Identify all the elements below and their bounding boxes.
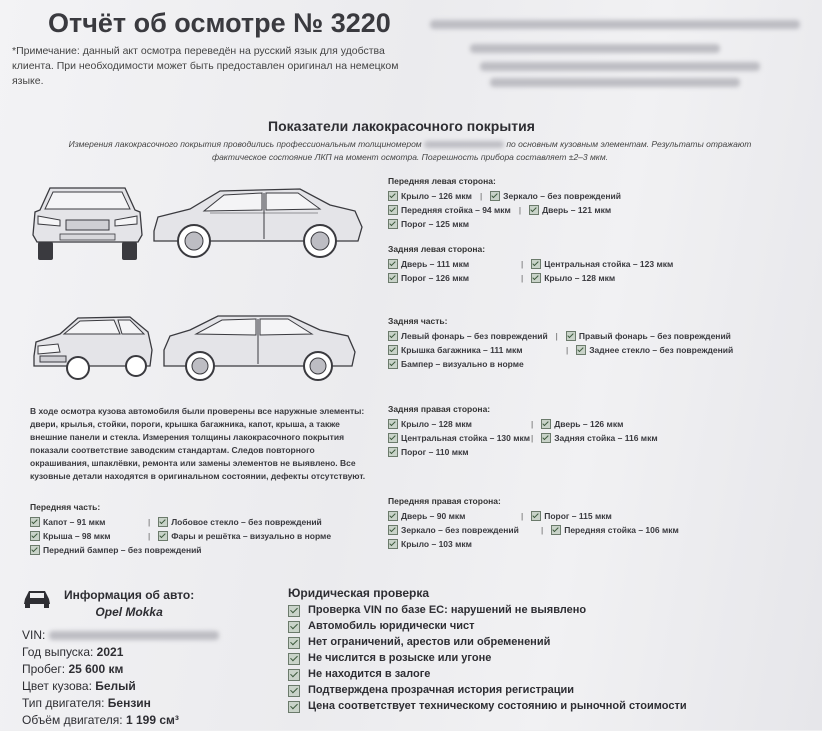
checkbox-checked-icon <box>531 273 541 283</box>
checkbox-checked-icon <box>388 539 398 549</box>
legal-check-block <box>288 586 687 716</box>
zone-item <box>388 539 472 549</box>
redacted-header-line <box>430 20 800 29</box>
car-icon <box>22 588 52 611</box>
legal-check-item-label: Подтверждена прозрачная история регистрации <box>308 684 575 696</box>
engine-volume-label: Объём двигателя: <box>22 713 123 727</box>
zone-item <box>388 273 513 283</box>
zone-item <box>30 517 140 527</box>
zone-row <box>388 331 733 341</box>
zone-item-label: Лобовое стекло – без повреждений <box>171 517 322 527</box>
zone-item-label: Заднее стекло – без повреждений <box>589 345 734 355</box>
zone-item-label: Крыло – 128 мкм <box>401 419 472 429</box>
zone-item-label: Порог – 125 мкм <box>401 219 470 229</box>
legal-check-item-label: Нет ограничений, арестов или обременений <box>308 636 551 648</box>
zone-title: Задняя правая сторона: <box>388 404 491 414</box>
checkbox-checked-icon <box>388 525 398 535</box>
zone-row <box>30 517 331 527</box>
zone-row <box>388 511 679 521</box>
checkbox-checked-icon <box>388 259 398 269</box>
zone-row <box>388 359 733 369</box>
zone-item <box>388 259 513 269</box>
checkbox-checked-icon <box>541 419 551 429</box>
zone-item-label: Дверь – 90 мкм <box>401 511 466 521</box>
paint-section-intro <box>50 138 770 164</box>
zone-row <box>388 345 733 355</box>
paint-section-title: Показатели лакокрасочного покрытия <box>268 118 535 134</box>
zone-row <box>388 539 679 549</box>
zone-title: Задняя часть: <box>388 316 448 326</box>
legal-check-item-label: Проверка VIN по базе ЕС: нарушений не выявлено <box>308 604 587 616</box>
zone-item-label: Бампер – визуально в норме <box>401 359 524 369</box>
zone-item-label: Крыло – 128 мкм <box>544 273 616 283</box>
zone-item <box>551 525 679 535</box>
checkbox-checked-icon <box>529 205 539 215</box>
zone-item <box>531 511 612 521</box>
zone-item <box>388 447 469 457</box>
zone-item-label: Порог – 115 мкм <box>544 511 612 521</box>
legal-check-item-label: Цена соответствует техническому состоянию и рыночной стоимости <box>308 700 687 712</box>
checkbox-checked-icon <box>288 637 300 649</box>
zone-front <box>30 502 331 559</box>
zone-row <box>388 205 621 215</box>
zone-item <box>30 545 202 555</box>
zone-rear <box>388 316 733 373</box>
zone-row <box>30 545 331 555</box>
zone-item-label: Порог – 126 мкм <box>401 273 470 283</box>
checkbox-checked-icon <box>388 447 398 457</box>
zone-item-label: Дверь – 111 мкм <box>401 259 470 269</box>
checkbox-checked-icon <box>388 419 398 429</box>
year-value: 2021 <box>96 645 124 659</box>
zone-item-label: Крышка багажника – 111 мкм <box>401 345 523 355</box>
zone-row <box>388 191 621 201</box>
vin-label: VIN: <box>22 628 46 642</box>
mileage-label: Пробег: <box>22 662 66 676</box>
zone-row <box>388 525 679 535</box>
zone-item <box>388 525 533 535</box>
zone-item <box>388 359 524 369</box>
car-info-header <box>22 588 219 619</box>
separator: | <box>521 511 524 521</box>
zone-item <box>388 205 511 215</box>
zone-item-label: Зеркало – без повреждений <box>401 525 519 535</box>
zone-item-label: Капот – 91 мкм <box>43 517 106 527</box>
legal-check-item <box>288 668 687 681</box>
checkbox-checked-icon <box>388 191 398 201</box>
car-left-side-diagram <box>150 183 365 263</box>
zone-row <box>388 259 673 269</box>
year-line <box>22 646 219 659</box>
zone-item-label: Центральная стойка – 130 мкм <box>401 433 531 443</box>
redacted-vin <box>49 631 219 640</box>
redacted-header-line <box>490 78 740 87</box>
zone-item <box>158 531 331 541</box>
zone-item-label: Левый фонарь – без повреждений <box>401 331 548 341</box>
separator: | <box>479 191 483 201</box>
legal-check-item-label: Не числится в розыске или угоне <box>308 652 492 664</box>
year-label: Год выпуска: <box>22 645 94 659</box>
legal-check-item <box>288 652 687 665</box>
legal-check-item-label: Не находится в залоге <box>308 668 431 680</box>
legal-check-item <box>288 604 687 617</box>
color-line <box>22 680 219 693</box>
zone-item-label: Центральная стойка – 123 мкм <box>544 259 674 269</box>
zone-item-label: Передняя стойка – 106 мкм <box>564 525 679 535</box>
checkbox-checked-icon <box>388 511 398 521</box>
zone-row <box>388 219 621 229</box>
legal-check-item <box>288 700 687 713</box>
translation-note: *Примечание: данный акт осмотра переведён на русский язык для удобства клиента. При необходимости может быть предоставлен оригинал на немецком языке. <box>12 45 399 87</box>
zone-item <box>576 345 733 355</box>
zone-row <box>388 419 658 429</box>
checkbox-checked-icon <box>531 511 541 521</box>
separator: | <box>566 345 569 355</box>
intro-part: по основным кузовным элементам. Результаты отражают <box>506 139 752 149</box>
redacted-header-line <box>480 62 760 71</box>
checkbox-checked-icon <box>158 531 168 541</box>
car-front-view-diagram <box>30 180 145 265</box>
zone-item-label: Дверь – 126 мкм <box>554 419 624 429</box>
separator: | <box>148 517 151 527</box>
engine-type-value: Бензин <box>107 696 151 710</box>
checkbox-checked-icon <box>288 701 300 713</box>
zone-item <box>388 219 469 229</box>
checkbox-checked-icon <box>288 605 300 617</box>
car-model: Opel Mokka <box>95 605 163 619</box>
zone-item-label: Правый фонарь – без повреждений <box>578 331 731 341</box>
zone-item <box>388 191 472 201</box>
zone-item-label: Крыло – 103 мкм <box>401 539 472 549</box>
zone-item <box>541 433 657 443</box>
legal-check-item <box>288 684 687 697</box>
zone-item-label: Зеркало – без повреждений <box>503 191 621 201</box>
zone-row <box>30 531 331 541</box>
zone-item <box>388 331 548 341</box>
checkbox-checked-icon <box>388 345 398 355</box>
separator: | <box>531 433 534 443</box>
checkbox-checked-icon <box>388 273 398 283</box>
separator: | <box>555 331 558 341</box>
zone-item <box>388 419 523 429</box>
separator: | <box>521 259 524 269</box>
checkbox-checked-icon <box>388 331 398 341</box>
zone-title: Задняя левая сторона: <box>388 244 486 254</box>
zone-title: Передняя правая сторона: <box>388 496 501 506</box>
checkbox-checked-icon <box>566 331 576 341</box>
engine-type-label: Тип двигателя: <box>22 696 105 710</box>
zone-item <box>388 433 531 443</box>
zone-item-label: Задняя стойка – 116 мкм <box>554 433 658 443</box>
zone-item-label: Фары и решётка – визуально в норме <box>171 531 332 541</box>
zone-rear-right <box>388 404 658 461</box>
zone-item-label: Дверь – 121 мкм <box>542 205 612 215</box>
car-info-title: Информация об авто: <box>64 588 195 602</box>
engine-volume-line <box>22 714 219 727</box>
car-front-three-quarter-diagram <box>30 312 155 384</box>
zone-row <box>388 433 658 443</box>
separator: | <box>518 205 522 215</box>
separator: | <box>531 419 534 429</box>
zone-front-left <box>388 176 621 233</box>
zone-item <box>529 205 611 215</box>
engine-volume-value: 1 199 см³ <box>125 713 179 727</box>
zone-item <box>531 259 673 269</box>
separator: | <box>521 273 524 283</box>
zone-item <box>158 517 322 527</box>
zone-item <box>388 511 513 521</box>
legal-check-item <box>288 620 687 633</box>
checkbox-checked-icon <box>288 653 300 665</box>
checkbox-checked-icon <box>576 345 586 355</box>
zone-item <box>30 531 140 541</box>
separator: | <box>148 531 151 541</box>
legal-check-title: Юридическая проверка <box>288 586 430 600</box>
checkbox-checked-icon <box>490 191 500 201</box>
car-right-side-diagram <box>160 312 360 384</box>
zone-title: Передняя левая сторона: <box>388 176 496 186</box>
zone-front-right <box>388 496 679 553</box>
zone-row <box>388 273 673 283</box>
car-info-block <box>22 588 219 731</box>
zone-title: Передняя часть: <box>30 502 101 512</box>
zone-row <box>388 447 658 457</box>
zone-item <box>566 331 731 341</box>
checkbox-checked-icon <box>30 531 40 541</box>
zone-item <box>531 273 615 283</box>
redacted-header-line <box>470 44 720 53</box>
checkbox-checked-icon <box>388 219 398 229</box>
legal-check-item <box>288 636 687 649</box>
checkbox-checked-icon <box>30 545 40 555</box>
checkbox-checked-icon <box>531 259 541 269</box>
checkbox-checked-icon <box>30 517 40 527</box>
color-value: Белый <box>95 679 136 693</box>
zone-item-label: Порог – 110 мкм <box>401 447 469 457</box>
zone-item-label: Крыло – 126 мкм <box>401 191 472 201</box>
checkbox-checked-icon <box>551 525 561 535</box>
legal-check-item-label: Автомобиль юридически чист <box>308 620 475 632</box>
zone-item <box>388 345 558 355</box>
vin-line <box>22 629 219 642</box>
mileage-line <box>22 663 219 676</box>
checkbox-checked-icon <box>288 669 300 681</box>
checkbox-checked-icon <box>288 685 300 697</box>
zone-item-label: Передняя стойка – 94 мкм <box>401 205 511 215</box>
checkbox-checked-icon <box>288 621 300 633</box>
color-label: Цвет кузова: <box>22 679 92 693</box>
redacted-device-name <box>424 141 504 148</box>
intro-part: Измерения лакокрасочного покрытия проводились профессиональным толщиномером <box>68 139 422 149</box>
checkbox-checked-icon <box>388 433 398 443</box>
intro-part: фактическое состояние ЛКП на момент осмотра. Погрешность прибора составляет ±2–3 мкм. <box>211 152 609 162</box>
checkbox-checked-icon <box>388 359 398 369</box>
checkbox-checked-icon <box>541 433 551 443</box>
body-inspection-summary: В ходе осмотра кузова автомобиля были проверены все наружные элементы: двери, крылья, стойки, пороги, крышка багажника, капот, крыша, а также внешние панели и стекла. Измерения толщины лакокрасочного покрытия показали соответствие заводским стандартам. Следов повторного окрашивания, шпаклёвки, ремонта или замены элементов не выявлено. Все кузовные детали находятся в оригинальном состоянии, дефекты отсутствуют. <box>30 406 366 481</box>
checkbox-checked-icon <box>388 205 398 215</box>
zone-item-label: Передний бампер – без повреждений <box>43 545 202 555</box>
checkbox-checked-icon <box>158 517 168 527</box>
zone-item <box>541 419 623 429</box>
zone-rear-left <box>388 244 673 287</box>
zone-item <box>490 191 621 201</box>
mileage-value: 25 600 км <box>68 662 124 676</box>
report-title: Отчёт об осмотре № 3220 <box>48 8 391 38</box>
zone-item-label: Крыша – 98 мкм <box>43 531 111 541</box>
engine-type-line <box>22 697 219 710</box>
separator: | <box>541 525 544 535</box>
